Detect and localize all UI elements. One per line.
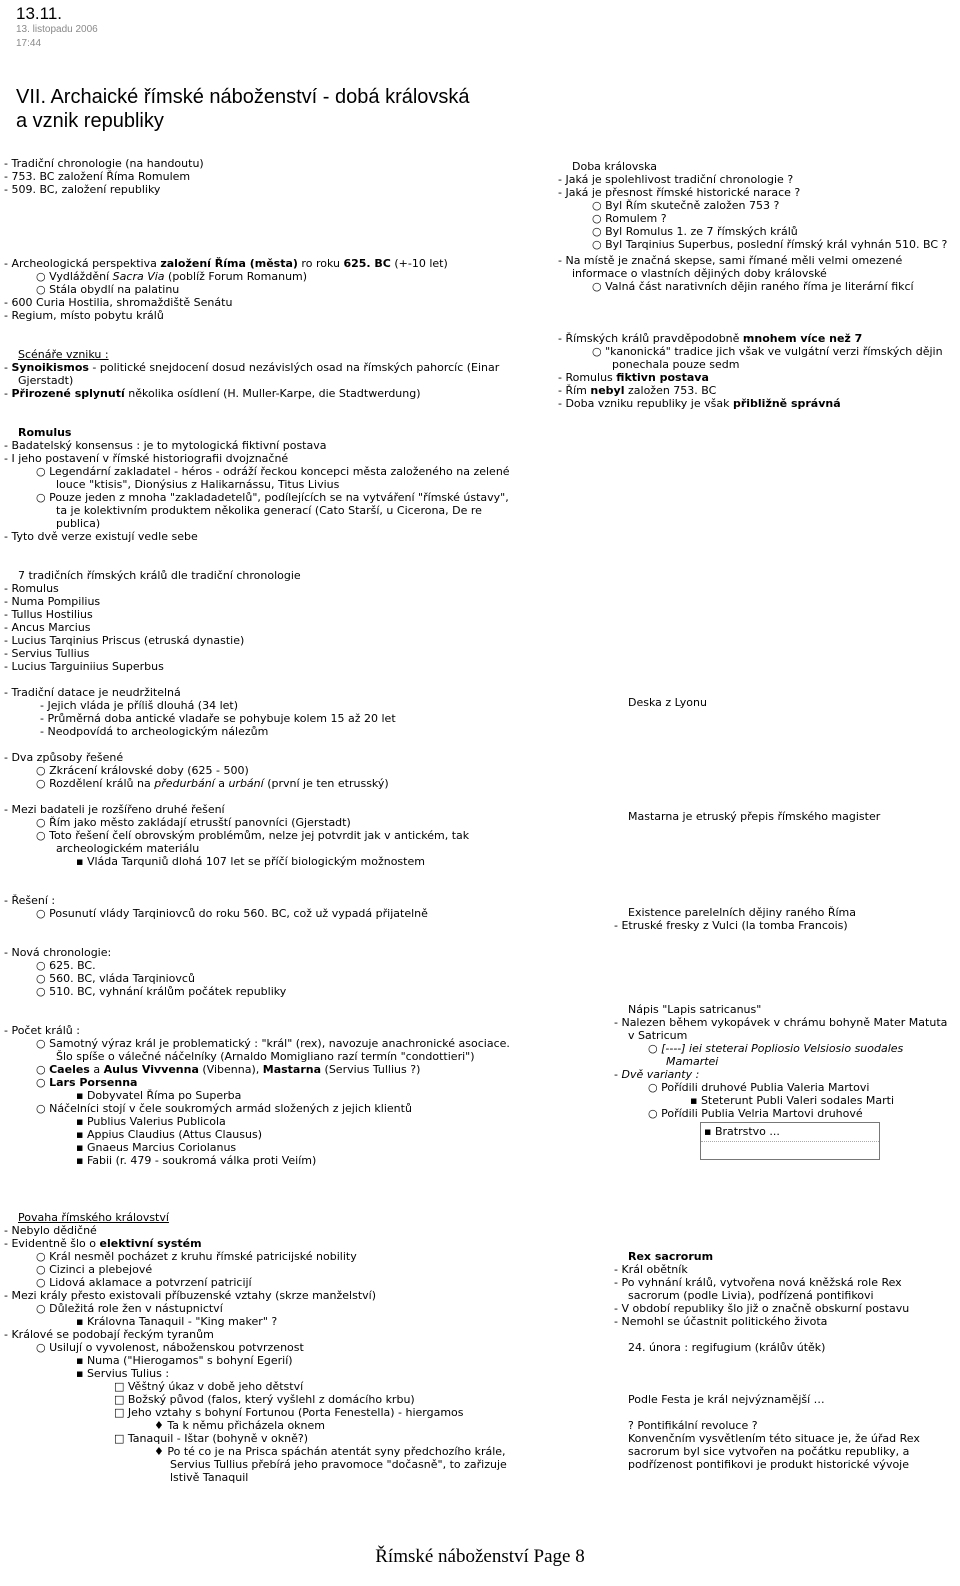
new-chron-sub: ○ 510. BC, vyhnání králům počátek republiky [36,985,287,998]
pontif-text: podřízenost pontifikovi je produkt historické vývoje [628,1458,910,1471]
nature-item: - Nebylo dědičné [4,1224,97,1237]
king-item: - Romulus [4,582,59,595]
mezi-item: - Mezi badateli je rozšířeno druhé řešení [4,803,225,816]
count-subsub: ▪ Publius Valerius Publicola [76,1115,226,1128]
count-sub: ○ Náčelníci stojí v čele soukromých armád složených z jejich klientů [36,1102,412,1115]
count-subsub: ▪ Appius Claudius (Attus Clausus) [76,1128,263,1141]
nature-level4: □ Božský původ (falos, který vyšlehl z domácího krbu) [114,1393,415,1406]
napis-sub: ○ [----] iei steterai Popliosio Velsiosio suodales [648,1042,904,1055]
page-date: 13.11. [16,4,63,23]
count-sub: ○ Caeles a Aulus Vivvenna (Vibenna), Mastarna (Servius Tullius ?) [36,1063,421,1076]
new-chron-item: - Nová chronologie: [4,946,112,959]
rex-item-cont: sacrorum (podle Livia), podřízená pontifikovi [628,1289,874,1302]
datace-sub: - Průměrná doba antické vladaře se pohybuje kolem 15 až 20 let [40,712,396,725]
nature-level4: □ Tanaquil - Ištar (bohyně v okně?) [114,1432,309,1445]
rex-item: - Král obětník [614,1263,688,1276]
nature-level5-cont: lstivě Tanaquil [170,1471,249,1484]
variants-sub: ○ Pořídili druhové Publia Valeria Martovi [648,1081,870,1094]
doba-item-cont: informace o vlastních dějiných doby královské [572,267,827,280]
page-subdate: 13. listopadu 2006 [16,24,98,35]
nature-level5: ♦ Ta k němu přicházela oknem [154,1419,325,1432]
romulus-sub-cont: ta je kolektivním produktem několika generací (Cato Starší, u Cicerona, De re [56,504,482,517]
datace-sub: - Neodpovídá to archeologickým nálezům [40,725,269,738]
count-item: - Počet králů : [4,1024,80,1037]
rex-item: - V období republiky šlo již o značně obskurní postavu [614,1302,910,1315]
page-title-line2: a vznik republiky [16,110,164,132]
rex-heading: Rex sacrorum [628,1250,714,1263]
reseni-sub: ○ Rozdělení králů na předurbání a urbání (první je ten etrusský) [36,777,389,790]
nature-level4: □ Jeho vztahy s bohyní Fortunou (Porta Fenestella) - hiergamos [114,1406,464,1419]
page-footer: Římské náboženství Page 8 [375,1546,585,1567]
nature-sub: ○ Král nesměl pocházet z kruhu římské patricijské nobility [36,1250,357,1263]
kings-note: - Doba vzniku republiky je však přibližně správná [558,397,841,410]
solution-item: - Řešení : [4,894,56,907]
kings-note-sub: ○ "kanonická" tradice jich však ve vulgátní verzi římských dějin [592,345,943,358]
bratrstvo-table [700,1122,880,1160]
napis-item-cont: v Satricum [628,1029,688,1042]
king-item: - Servius Tullius [4,647,90,660]
kings-note: - Řím nebyl založen 753. BC [558,384,717,397]
reseni-sub: ○ Zkrácení královské doby (625 - 500) [36,764,249,777]
rex-item: - Po vyhnání králů, vytvořena nová kněžská role Rex [614,1276,902,1289]
scenario-item: - Synoikismos - politické snejdocení dosud nezávislých osad na římských pahorcíc (Einar [4,361,500,374]
nature-sub: ○ Důležitá role žen v nástupnictví [36,1302,223,1315]
mezi-sub-cont: archeologickém materiálu [56,842,200,855]
reseni-item: - Dva způsoby řešené [4,751,124,764]
nature-item: - Mezi krály přesto existovali příbuzenské vztahy (skrze manželství) [4,1289,377,1302]
nature-level5-cont: Servius Tullius přebírá jeho pravomoce "dočasně", to zařizuje [170,1458,507,1471]
arch-item: - Regium, místo pobytu králů [4,309,164,322]
count-subsub: ▪ Fabii (r. 479 - soukromá válka proti Veiím) [76,1154,317,1167]
mastarna-note: Mastarna je etruský přepis římského magister [628,810,881,823]
new-chron-sub: ○ 560. BC, vláda Tarqiniovců [36,972,195,985]
napis-note: Nápis "Lapis satricanus" [628,1003,762,1016]
existence-item: - Etruské fresky z Vulci (la tomba Francois) [614,919,848,932]
doba-item: - Jaká je spolehlivost tradiční chronologie ? [558,173,794,186]
festa-note: Podle Festa je král nejvýznamější … [628,1393,825,1406]
kings-note: - Římských králů pravděpodobně mnohem více než 7 [558,332,863,345]
count-sub-cont: Šlo spíše o válečné náčelníky (Arnaldo Momigliano razí termín "condottieri") [56,1050,475,1063]
nature-heading: Povaha římského království [18,1211,169,1224]
doba-sub: ○ Byl Tarqinius Superbus, poslední římský král vyhnán 510. BC ? [592,238,948,251]
nature-sub: ○ Cizinci a plebejové [36,1263,153,1276]
nature-sub: ○ Lidová aklamace a potvrzení patricijí [36,1276,252,1289]
romulus-item: - I jeho postavení v římské historiografii dvojznačné [4,452,289,465]
mezi-subsub: ▪ Vláda Tarquniů dlohá 107 let se příčí biologickým možnostem [76,855,425,868]
variants-sub: ○ Pořídili Publia Velria Martovi druhové [648,1107,863,1120]
doba-sub: ○ Byl Řím skutečně založen 753 ? [592,199,780,212]
romulus-item: - Tyto dvě verze existují vedle sebe [4,530,198,543]
napis-sub-cont: Mamartei [666,1055,719,1068]
count-subsub: ▪ Dobyvatel Říma po Superba [76,1089,242,1102]
rex-item: - Nemohl se účastnit politického života [614,1315,828,1328]
variants-item: - Dvě varianty : [614,1068,700,1081]
page-title-line1: VII. Archaické římské náboženství - dobá královská [16,86,470,108]
romulus-sub: ○ Legendární zakladatel - héros - odráží řeckou koncepci města založeného na zelené [36,465,510,478]
doba-item: - Jaká je přesnost římské historické narace ? [558,186,801,199]
nature-item: - Evidentně šlo o elektivní systém [4,1237,202,1250]
bratrstvo-cell: ▪ Bratrstvo ... [704,1125,780,1138]
nature-subsub: ▪ Numa ("Hierogamos" s bohyní Egerií) [76,1354,293,1367]
nature-level4: □ Věštný úkaz v době jeho dětství [114,1380,304,1393]
romulus-item: - Badatelský konsensus : je to mytologická fiktivní postava [4,439,327,452]
existence-note: Existence parelelních dějiny raného Říma [628,906,857,919]
king-item: - Tullus Hostilius [4,608,93,621]
chron-item: - 509. BC, založení republiky [4,183,161,196]
arch-line: - Archeologická perspektiva založení Říma (města) ro roku 625. BC (+-10 let) [4,257,448,270]
nature-subsub: ▪ Královna Tanaquil - "King maker" ? [76,1315,278,1328]
nature-sub: ○ Usilují o vyvolenost, náboženskou potvrzenost [36,1341,304,1354]
doba-item: - Na místě je značná skepse, sami římané měli velmi omezené [558,254,903,267]
king-item: - Lucius Targuiniius Superbus [4,660,164,673]
count-sub: ○ Samotný výraz král je problematický : "král" (rex), navozuje anachronické asociace. [36,1037,510,1050]
chron-item: - Tradiční chronologie (na handoutu) [4,157,204,170]
kings-heading: 7 tradičních římských králů dle tradiční chronologie [18,569,301,582]
romulus-sub-cont: louce "ktisis", Dionýsius z Halikarnássu, Titus Livius [56,478,340,491]
page-time: 17:44 [16,38,42,49]
scenario-item-cont: Gjerstadt) [18,374,74,387]
doba-sub: ○ Byl Romulus 1. ze 7 římských králů [592,225,798,238]
romulus-sub: ○ Pouze jeden z mnoha "zakladadetelů", podílejících se na vytváření "římské ústavy", [36,491,509,504]
datace-sub: - Jejich vláda je příliš dlouhá (34 let) [40,699,239,712]
pontif-text: sacrorum byl sice vytvořen na počátku republiky, a [628,1445,910,1458]
mezi-sub: ○ Toto řešení čelí obrovským problémům, nelze jej potvrdit jak v antickém, tak [36,829,470,842]
bratrstvo-empty-row [701,1141,879,1159]
arch-item: - 600 Curia Hostilia, shromaždiště Senátu [4,296,233,309]
mezi-sub: ○ Řím jako město zakládají etrusští panovníci (Gjerstadt) [36,816,351,829]
regifugium-note: 24. února : regifugium (králův útěk) [628,1341,826,1354]
solution-sub: ○ Posunutí vlády Tarqiniovců do roku 560. BC, což už vypadá přijatelně [36,907,428,920]
pontif-text: Konvenčním vysvětlením této situace je, že úřad Rex [628,1432,920,1445]
doba-sub: ○ Valná část narativních dějin raného říma je literární fikcí [592,280,914,293]
datace-item: - Tradiční datace je neudržitelná [4,686,181,699]
doba-sub: ○ Romulem ? [592,212,667,225]
nature-item: - Králové se podobají řeckým tyranům [4,1328,214,1341]
new-chron-sub: ○ 625. BC. [36,959,96,972]
king-item: - Numa Pompilius [4,595,101,608]
variants-subsub: ▪ Steterunt Publi Valeri sodales Marti [690,1094,895,1107]
romulus-sub-cont: publica) [56,517,101,530]
count-subsub: ▪ Gnaeus Marcius Coriolanus [76,1141,237,1154]
romulus-heading: Romulus [18,426,72,439]
king-item: - Lucius Tarqinius Priscus (etruská dynastie) [4,634,245,647]
chron-item: - 753. BC založení Říma Romulem [4,170,191,183]
king-item: - Ancus Marcius [4,621,91,634]
doba-heading: Doba královska [572,160,657,173]
arch-sub: ○ Vydláždění Sacra Via (poblíž Forum Romanum) [36,270,308,283]
scenarios-heading: Scénáře vzniku : [18,348,109,361]
nature-level5: ♦ Po té co je na Prisca spáchán atentát syny předchozího krále, [154,1445,506,1458]
kings-note: - Romulus fiktivn postava [558,371,709,384]
arch-sub: ○ Stála obydlí na palatinu [36,283,180,296]
deska-note: Deska z Lyonu [628,696,707,709]
pontif-heading: ? Pontifikální revoluce ? [628,1419,758,1432]
count-sub: ○ Lars Porsenna [36,1076,138,1089]
scenario-item: - Přirozené splynutí několika osídlení (H. Muller-Karpe, die Stadtwerdung) [4,387,421,400]
napis-item: - Nalezen během vykopávek v chrámu bohyně Mater Matuta [614,1016,948,1029]
kings-note-sub-cont: ponechala pouze sedm [612,358,740,371]
nature-subsub: ▪ Servius Tulius : [76,1367,170,1380]
